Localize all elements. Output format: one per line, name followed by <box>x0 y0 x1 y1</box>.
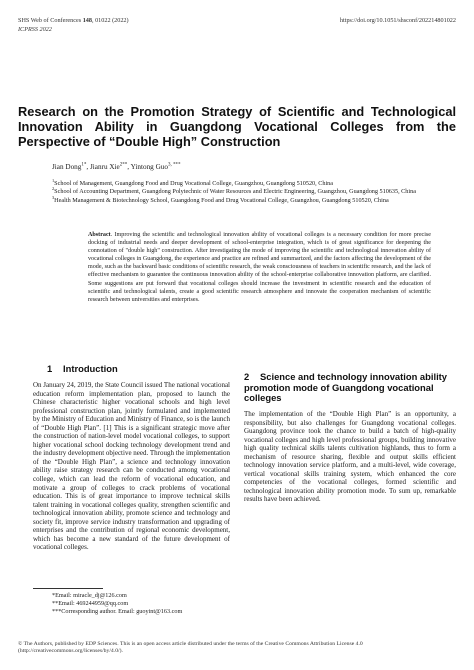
section-2-heading <box>244 372 454 404</box>
volume-number: 148 <box>82 17 92 24</box>
abstract <box>88 231 431 304</box>
section-number: 2 <box>244 371 250 382</box>
conference-name: ICPRSS 2022 <box>18 26 52 33</box>
paper-title: Research on the Promotion Strategy of Scientific and Technological Innovation Ability in Guangdong Vocational Colleges from the Perspective of “Double High” Construction <box>18 104 456 149</box>
affiliation-item: $^3$Health Management & Biotechnology School, Guangdong Food and Drug Vocational College, Guangzhou, Guangdong 510520, China <box>52 194 389 204</box>
footnotes <box>52 592 182 615</box>
author-affil-mark: 2** <box>119 162 128 168</box>
section-1-heading <box>47 364 118 375</box>
author-affil-mark: 1* <box>81 162 87 168</box>
section-number: 1 <box>47 363 53 374</box>
footnote-email: ***Corresponding author. Email: guoyint@163.com <box>52 607 183 615</box>
affiliation-item: $^1$School of Management, Guangdong Food and Drug Vocational College, Guangzhou, Guangdong 510520, China <box>52 177 334 187</box>
doi-link[interactable]: https://doi.org/10.1051/shsconf/202214801022 <box>339 17 456 24</box>
footnote-email: *Email: miracle_dj@126.com <box>52 592 127 599</box>
section-title: Science and technology innovation ability promotion mode of Guangdong vocational colleges <box>244 371 448 404</box>
journal-name: SHS Web of Conferences <box>18 17 82 24</box>
section-2-body: The implementation of the “Double High Plan” is an opportunity, a responsibility, but also challenges for Guangdong vocational colleges. Guangdong province took the chance to build a batch of high-quality vocational colleges and high level professional groups, building innovative high quality technical skills talents cultivation highlands, thus to form a mechanism of resource sharing, flexible and output skills efficient technology innovation service platform, and a multi-level, wide coverage, vertical vocational skills training system, which enhanced the core competencies of the vocational colleges, formed scientific and technological innovation ability promotion mode. To sum up, remarkable results have been achieved. <box>244 410 456 504</box>
affiliations <box>52 177 444 205</box>
affiliation-item: $^2$School of Accounting Department, Guangdong Polytechnic of Water Resources and Electric Engineering, Guangzhou, Guangdong 510635, China <box>52 186 416 196</box>
author-affil-mark: 3, *** <box>167 162 181 168</box>
footnote-divider <box>33 588 103 589</box>
section-title: Introduction <box>63 363 118 374</box>
abstract-text: . Improving the scientific and technological innovation ability of vocational colleges is a necessary condition for more precise docking of industrial needs and deeper development of school-enterprise integration, which is of great significance for deepening the connotation of "double high" construction. After investigating the mode of improving the scientific and technological innovation ability of vocational colleges in Guangdong, the experience and practice are refined and summarized, and the factors affecting the development of the mode, such as the backward basic conditions of scientific research, the weak consciousness of teachers in scientific research, and the lack of effective mechanism to guarantee the continuous innovation ability of the school-enterprise collaborative innovation platform, are clarified. Some suggestions are put forward that vocational colleges should increase the investment in scientific research and the education of scientific and technological talents, create a good scientific research atmosphere and innovate the cooperation mechanism of scientific research between universities and enterprises. <box>88 232 431 303</box>
author-name: Jianru Xie <box>89 163 120 171</box>
footnote-email: **Email: 469244959@qq.com <box>52 599 129 607</box>
license-footer: © The Authors, published by EDP Sciences. This is an open access article distributed under the terms of the Creative Commons Attribution License 4.0 (http://creativecommons.org/licenses/by/4.0/). <box>18 641 363 654</box>
section-1-body: On January 24, 2019, the State Council issued The national vocational education reform implementation plan, proposed to launch the Chinese characteristic higher vocational schools and high level professional construction plan, jointly formulated and implemented by the Ministry of Education and Ministry of Finance, so is the launch of “Double High Plan”. [1] This is a significant strategic move after the construction of nation-level model vocational colleges, to support higher vocational school docking technology development trend and the industry development objective need. Through the implementation of the “Double High Plan”, a science and technology innovation ability raise strategy research can be conducted among vocational college, which can lead the reform of vocational education, and motivate a group of colleges to crack problems of vocational education. This is of great importance to improve technical skills talent training in vocational colleges quality, strengthen scientific and technological innovation ability, promote science and technology and society fit, improve service industry transformation and upgrading of enterprises and the contribution of regional economic development, which has become a new standard of the future development of vocational colleges. <box>33 381 230 552</box>
author-list: Jian Dong$^{1*}$, Jianru Xie$^{2**}$, Yintong Guo$^{3, ***}$ <box>52 162 181 171</box>
author-name: Jian Dong <box>52 163 82 171</box>
abstract-label: Abstract <box>88 232 111 238</box>
author-name: Yintong Guo <box>130 163 168 171</box>
running-header-left <box>18 17 129 33</box>
article-info: , 01022 (2022) <box>91 17 129 24</box>
